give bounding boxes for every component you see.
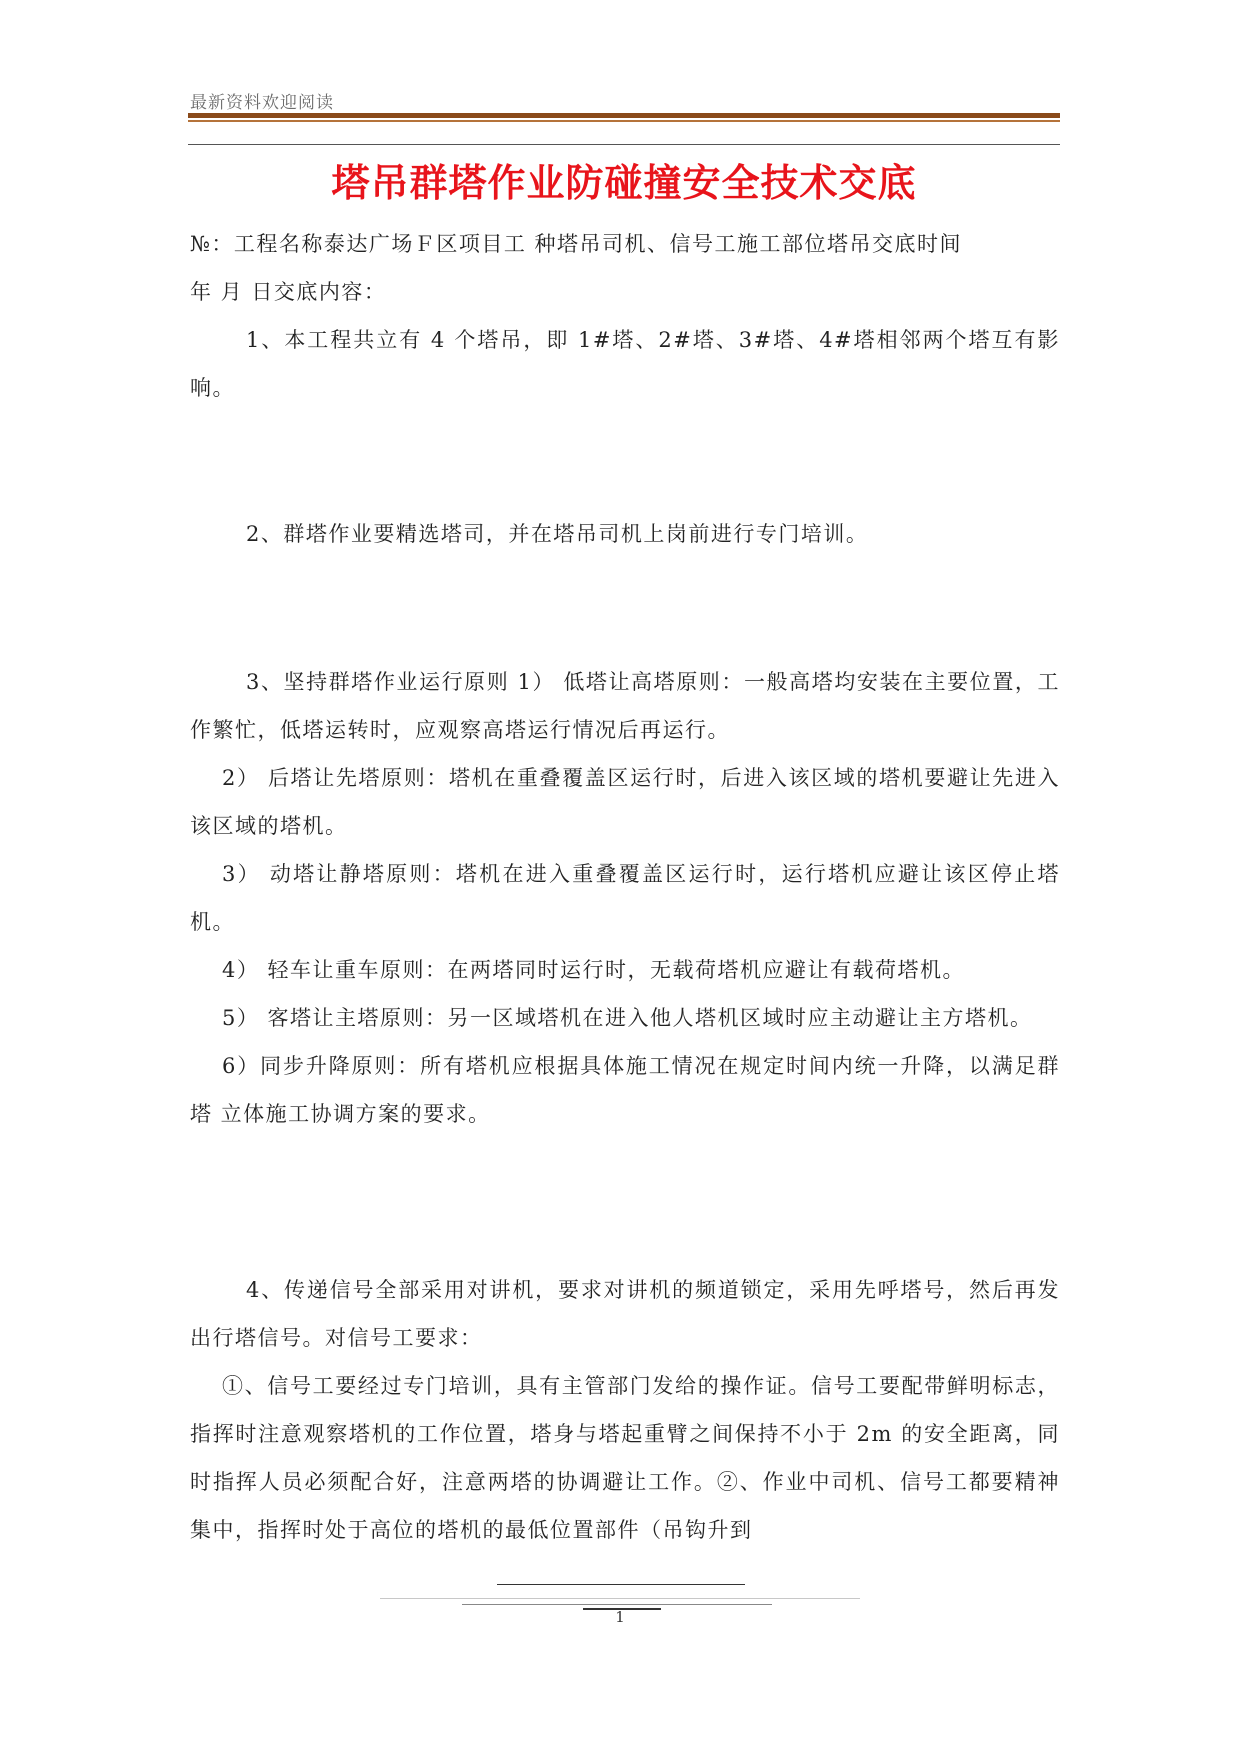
- paragraph-4-block: [190, 1266, 1060, 1554]
- header-rule: [188, 113, 1060, 118]
- paragraph-1: 1、本工程共立有 4 个塔吊，即 1#塔、2#塔、3#塔、4#塔相邻两个塔互有影响。: [190, 328, 1060, 400]
- paragraph-4: 4、传递信号全部采用对讲机，要求对讲机的频道锁定，采用先呼塔号，然后再发出行塔信号。对信号工要求：: [190, 1278, 1060, 1350]
- header-text: 最新资料欢迎阅读: [190, 93, 334, 113]
- paragraph-3-rule-4: 4） 轻车让重车原则：在两塔同时运行时，无载荷塔机应避让有载荷塔机。: [222, 958, 966, 982]
- paragraph-3-rule-6: 6）同步升降原则：所有塔机应根据具体施工情况在规定时间内统一升降，以满足群塔 立体施工协调方案的要求。: [190, 1054, 1060, 1126]
- page-number: 1: [615, 1608, 625, 1626]
- paragraph-3-rule-2: 2） 后塔让先塔原则：塔机在重叠覆盖区运行时，后进入该区域的塔机要避让先进入该区域的塔机。: [190, 766, 1060, 838]
- paragraph-3: 3、坚持群塔作业运行原则 1） 低塔让高塔原则：一般高塔均安装在主要位置，工作繁忙，低塔运转时，应观察高塔运行情况后再运行。: [190, 670, 1060, 742]
- paragraph-1-block: [190, 316, 1060, 412]
- document-title: 塔吊群塔作业防碰撞安全技术交底: [331, 161, 917, 205]
- paragraph-4-item-1: ①、信号工要经过专门培训，具有主管部门发给的操作证。信号工要配带鲜明标志，指挥时注意观察塔机的工作位置，塔身与塔起重臂之间保持不小于 2m 的安全距离，同时指挥人员必须配合好，注意两塔的协调避让工作。②、作业中司机、信号工都要精神集中，指挥时处于高位的塔机的最低位置部件（吊钩升到: [190, 1374, 1060, 1542]
- paragraph-3-rule-5: 5） 客塔让主塔原则：另一区域塔机在进入他人塔机区域时应主动避让主方塔机。: [222, 1006, 1033, 1030]
- paragraph-2-block: [190, 510, 1060, 558]
- document-meta: [190, 220, 1060, 316]
- footer-rule: [497, 1584, 745, 1585]
- header-rule-accent: [188, 120, 1060, 122]
- meta-line-2: 年 月 日交底内容：: [190, 280, 387, 304]
- meta-line-1: №：工程名称泰达广场Ｆ区项目工 种塔吊司机、信号工施工部位塔吊交底时间: [190, 232, 963, 256]
- header-divider: [188, 144, 1060, 145]
- footer-rule-mid: [462, 1604, 772, 1605]
- paragraph-3-rule-3: 3） 动塔让静塔原则：塔机在进入重叠覆盖区运行时，运行塔机应避让该区停止塔机。: [190, 862, 1060, 934]
- footer-rule-light: [380, 1598, 860, 1599]
- paragraph-3-block: [190, 658, 1060, 1138]
- paragraph-2: 2、群塔作业要精选塔司，并在塔吊司机上岗前进行专门培训。: [246, 522, 869, 546]
